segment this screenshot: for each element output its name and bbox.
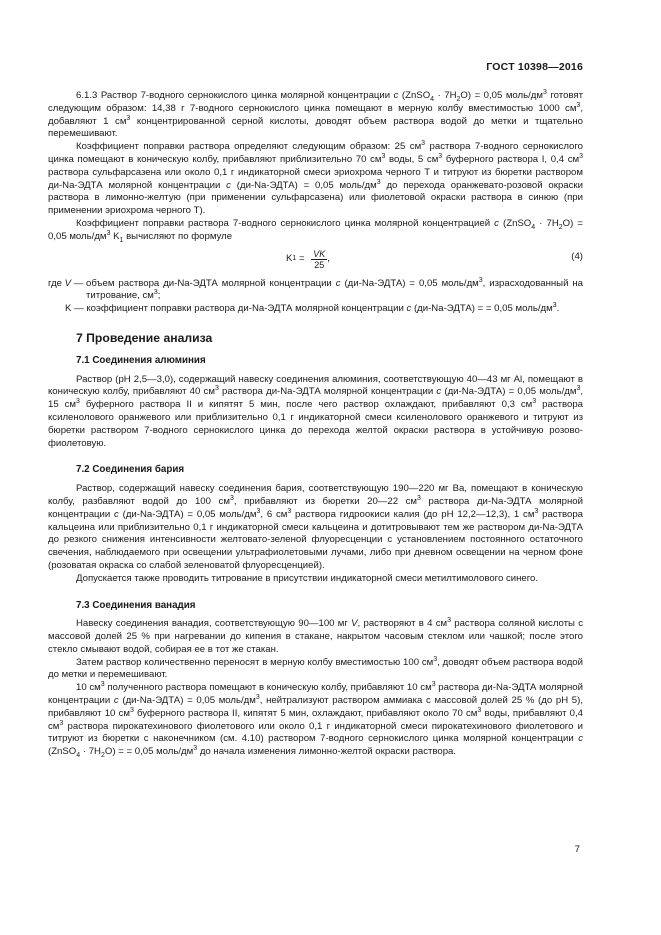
- paragraph-coefficient-formula-intro: Коэффициент поправки раствора 7-водного сернокислого цинка молярной концентрацией c (ZnSO$_4$ · $7H_2O) = 0,05$ моль/$дм^3$ $K_1$ вычисляют по формуле: [48, 217, 583, 244]
- formula-number: (4): [571, 250, 583, 262]
- page-number: 7: [574, 844, 580, 855]
- section-7-2-heading: 7.2 Соединения бария: [76, 464, 185, 476]
- paragraph-coefficient-method: Коэффициент поправки раствора определяют следующим образом: 25 $см^3$ раствора 7-водного сернокислого цинка помещают в коническую колбу, прибавляют приблизительно 70 $см^3$ воды, 5 $см^3$ буферного раствора I, 0,4 $см^3$ раствора сульфарсазена или около 0,1 г индикаторной смеси эриохрома черного Т и титруют из бюретки раствором ди-Na-ЭДТА молярной концентрации c (ди-Na-ЭДТА) = 0,05 моль/$дм^3$ до перехода оранжевато-розовой окраски раствора в лимонно-желтую (при применении сульфарсазена) или фиолетовой окраски раствора в синюю (при применении эриохрома черного Т).: [48, 140, 583, 217]
- paragraph-7-3-b: Затем раствор количественно переносят в мерную колбу вместимостью 100 $см^3$, доводят объем раствора водой до метки и перемешивают.: [48, 655, 583, 681]
- where-v-definition: где V — объем раствора ди-Na-ЭДТА молярной концентрации c (ди-Na-ЭДТА) = 0,05 моль/$дм^3$, израсходованный на титрование, $см^3$;: [48, 276, 584, 302]
- formula-4: [48, 246, 583, 272]
- page-content: [48, 90, 583, 759]
- document-id-header: ГОСТ 10398—2016: [486, 61, 583, 73]
- paragraph-7-1: Раствор (pH 2,5—3,0), содержащий навеску соединения алюминия, соответствующую 40—43 мг Al, помещают в коническую колбу, прибавляют 40 $см^3$ раствора ди-Na-ЭДТА молярной концентрации c (ди-Na-ЭДТА) = 0,05 моль/$дм^3$, 15 $см^3$ буферного раствора II и кипятят 5 мин, после чего раствор охлаждают, прибавляют 0,3 $см^3$ раствора ксиленолового оранжевого или приблизительно 0,1 г индикаторной смеси ксиленолового оранжевого и титруют из бюретки раствором 7-водного сернокислого цинка до перехода желтой окраски раствора в устойчивую розово-фиолетовую.: [48, 373, 584, 449]
- paragraph-7-2: Раствор, содержащий навеску соединения бария, соответствующую 190—220 мг Ba, помещают в коническую колбу, разбавляют водой до 100 $см^3$, прибавляют из бюретки 20—22 $см^3$ раствора ди-Na-ЭДТА молярной концентрации c (ди-Na-ЭДТА) = 0,05 моль/$дм^3$, 6 $см^3$ раствора гидроокиси калия (до pH 12,2—12,3), 1 $см^3$ раствора кальцеина или приблизительно 0,1 г индикаторной смеси кальцеина и дотитровывают тем же раствором ди-Na-ЭДТА до резкого снижения интенсивности желтовато-зеленой флуоресценции с установлением постоянного остаточного свечения, наблюдаемого при освещении ультрафиолетовыми лучами, либо при дневном освещении на черном фоне (розоватая окраска со слабой зеленоватой флуоресценцией).: [48, 483, 583, 571]
- section-7-1-heading: 7.1 Соединения алюминия: [76, 354, 206, 366]
- paragraph-7-3-a: Навеску соединения ванадия, соответствующую 90—100 мг V, растворяют в 4 $см^3$ раствора соляной кислоты с массовой долей 25 % при нагревании до кипения в стакане, накрытом часовым стеклом или чашкой; после этого стекло смывают водой, собирая ее в тот же стакан.: [48, 617, 584, 655]
- paragraph-7-2-note: Допускается также проводить титрование в присутствии индикаторной смеси метилтимолового синего.: [76, 572, 539, 584]
- where-k-definition: K — коэффициент поправки раствора ди-Na-ЭДТА молярной концентрации c (ди-Na-ЭДТА) = = 0,05 моль/$дм^3$.: [65, 301, 560, 315]
- formula-expression: K 1 = $\frac{VK}{25}$ ,: [286, 248, 330, 270]
- paragraph-6-1-3: 6.1.3 Раствор 7-водного сернокислого цинка молярной концентрации c (ZnSO$_4$ · $7H_2O) = 0,05$ моль/$дм^3$ готовят следующим образом: 14,38 г 7-водного сернокислого цинка помещают в мерную колбу вместимостью 1000 $см^3$, добавляют 1 $см^3$ концентрированной серной кислоты, доводят объем раствора водой до метки и тщательно перемешивают.: [48, 88, 584, 140]
- formula-fraction: $\frac{VK}{25}$: [313, 248, 326, 270]
- section-7-3-heading: 7.3 Соединения ванадия: [76, 599, 196, 611]
- section-7-heading: 7 Проведение анализа: [76, 330, 213, 345]
- paragraph-7-3-c: 10 $см^3$ полученного раствора помещают в коническую колбу, прибавляют 10 $см^3$ раствора ди-Na-ЭДТА молярной концентрации c (ди-Na-ЭДТА) = 0,05 моль/$дм^3$, нейтрализуют раствором аммиака с массовой долей 25 % (до pH 5), прибавляют 10 $см^3$ буферного раствора II, кипятят 5 мин, охлаждают, прибавляют около 70 $см^3$ воды, прибавляют 0,4 $см^3$ раствора пирокатехинового фиолетового или около 0,1 г индикаторной смеси пирокатехинового фиолетового и титруют из бюретки с наконечником (см. 4.10) раствором 7-водного сернокислого цинка молярной концентрации c (ZnSO$_4$ · $7H_2O$) = = 0,05 моль/$дм^3$ до начала изменения лимонно-желтой окраски раствора.: [48, 681, 583, 760]
